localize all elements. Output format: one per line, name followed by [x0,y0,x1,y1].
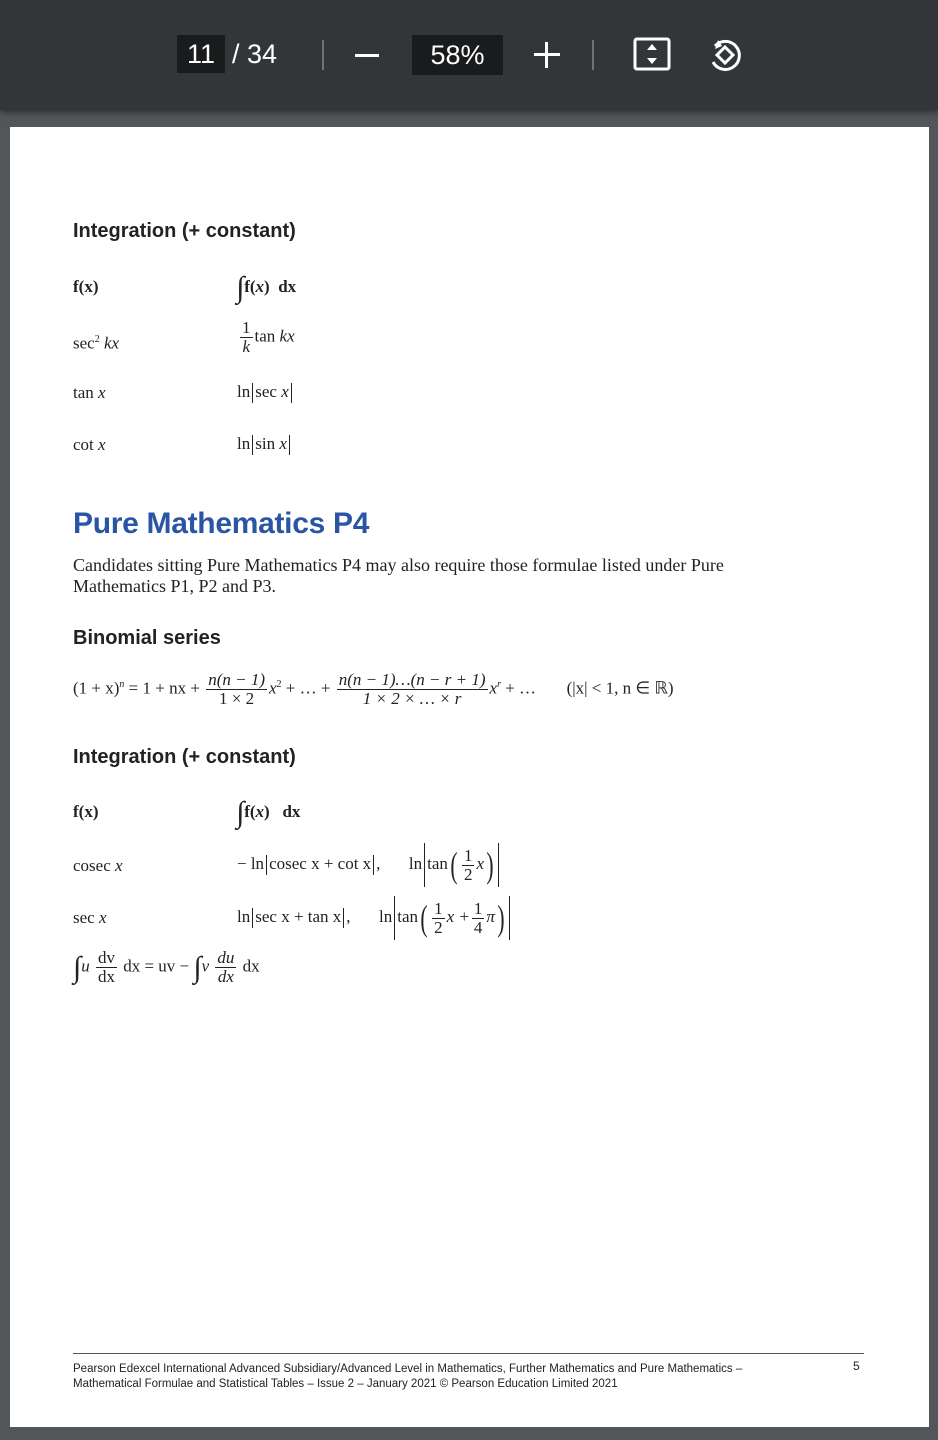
pdf-toolbar [0,0,938,110]
table-row-fx: tan x [73,383,106,402]
table-row-integral: − ln cosec x + cot x , ln tan( $\frac{1}{2}$ x) [237,843,501,887]
fraction: $\frac{1}{2}$ [463,845,473,884]
integral-sign: ∫ [193,950,202,984]
section-heading: Binomial series [73,627,221,649]
page-title: Pure Mathematics P4 [73,507,370,540]
fraction: $\frac{n(n - 1)}{1 \times 2}$ [208,670,265,708]
fraction: $\frac{du}{dx}$ [217,948,235,986]
table-row-integral: $\frac{1}{k}$ tan kx [242,318,295,356]
fraction: $\frac{n(n - 1)\dots(n - r + 1)}{1 \times 2 \times \dots \times r}$ [338,670,486,708]
table-row-integral: ln sin x [237,434,292,455]
toolbar-divider [322,40,324,70]
binomial-formula: $(1 + x)^n = 1$ + nx + $\frac{n(n - 1)}{1 \times 2}$ $x^2$ + … + $\frac{n(n - 1)\dots(n - r + 1)}{1 \times 2 \times \dots \times r}$ $x^r$ + … (|x| < 1, n ∈ ℝ) [73,670,674,708]
page-number-input[interactable]: 11 [177,35,225,73]
rotate-icon[interactable] [705,36,745,74]
table-row-fx: cosec x [73,856,123,875]
fraction: $\frac{1}{k}$ [242,318,251,356]
fraction: $\frac{1}{2}$ [434,898,443,937]
zoom-out-icon[interactable] [352,36,382,72]
zoom-in-icon[interactable] [532,40,562,70]
intro-paragraph: Candidates sitting Pure Mathematics P4 may also require those formulae listed under Pure Mathematics P1, P2 and P3. [73,555,724,596]
table-row-fx: cot x [73,435,106,454]
column-header-integral: ∫f(x) dx [236,271,297,305]
pdf-page [10,127,929,1427]
footer-divider [73,1353,864,1354]
page-footer: Pearson Edexcel International Advanced Subsidiary/Advanced Level in Mathematics, Further Mathematics and Pure Mathematics – Mathematical Formulae and Statistical Tables – Issue 2 – January 2021 © Pearson Education Limited 2021 [73,1363,743,1390]
section-heading: Integration (+ constant) [73,220,296,242]
fraction: $\frac{dv}{dx}$ [97,948,115,986]
table-row-fx: sec x [73,908,107,927]
column-header-fx: f(x) [73,802,99,821]
integral-sign: ∫ [73,950,82,984]
fraction: $\frac{1}{4}$ [473,898,483,937]
zoom-level-input[interactable]: 58% [412,35,503,75]
table-row-integral: ln sec x [237,382,294,403]
table-row-fx: $\sec^2$ kx [73,333,120,353]
table-row-integral: ln sec x + tan x , ln tan( $\frac{1}{2}$ x + $\frac{1}{4}$ π) [237,896,512,940]
toolbar-divider [592,40,594,70]
page-number: 5 [853,1359,860,1373]
fit-to-page-icon[interactable] [632,36,672,72]
integral-sign: ∫ [236,796,245,830]
integration-by-parts-formula: ∫u $\frac{dv}{dx}$ dx = uv − ∫v $\frac{du}{dx}$ dx [73,948,260,986]
column-header-integral: ∫f(x) dx [236,796,301,830]
page-total: / 34 [232,39,278,69]
section-heading: Integration (+ constant) [73,746,296,768]
integral-sign: ∫ [236,271,245,305]
column-header-fx: f(x) [73,277,99,296]
